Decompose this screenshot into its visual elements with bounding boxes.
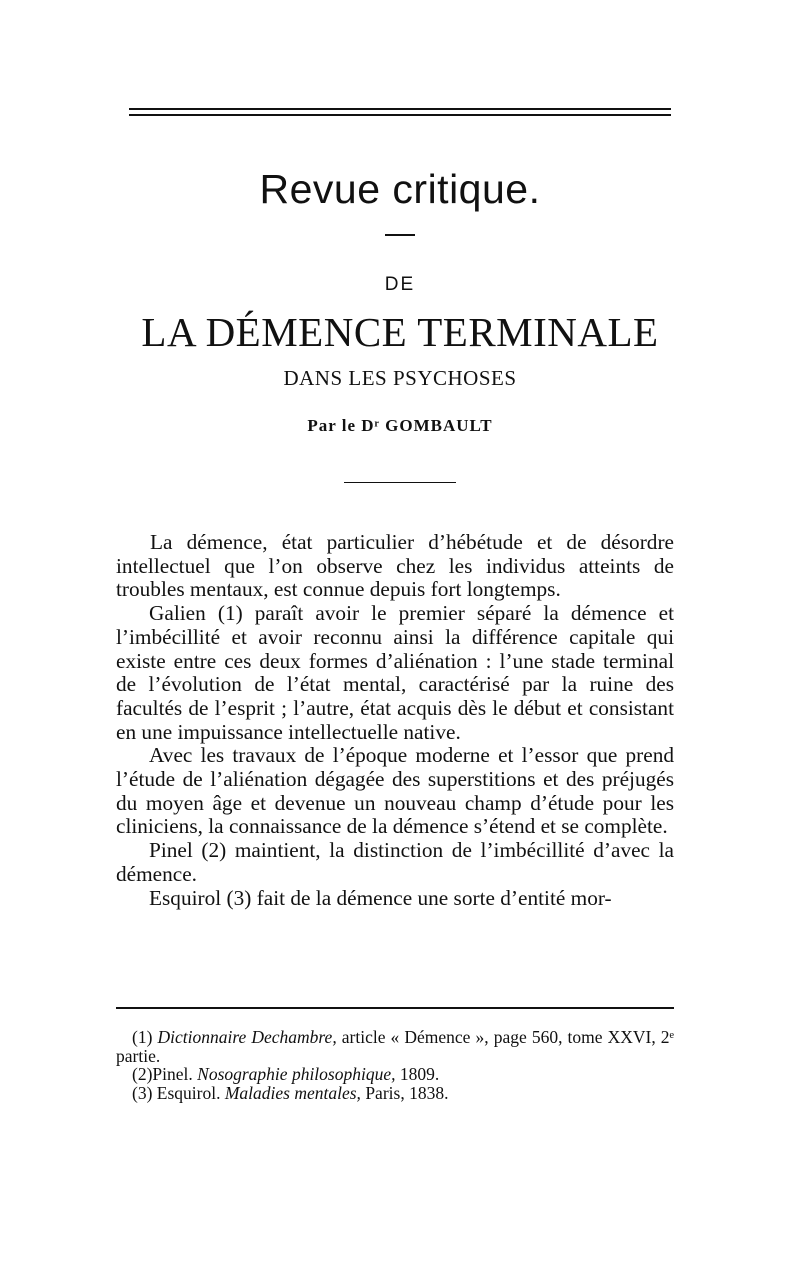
article-body — [116, 531, 674, 910]
paragraph: Esquirol (3) fait de la démence une sorte d’entité mor- — [149, 885, 612, 910]
footnote-rest: 1809. — [395, 1064, 440, 1084]
footnote-work: Maladies mentales, — [224, 1082, 361, 1103]
article-subheading: DANS LES PSYCHOSES — [283, 366, 517, 390]
title-dash — [385, 234, 415, 236]
footnote-rest: article « Démence », page 560, tome XXVI, 2ᵉ partie. — [116, 1027, 674, 1066]
paragraph: Pinel (2) maintient, la distinction de l’imbécillité d’avec la démence. — [116, 838, 674, 886]
footnote-author: Pinel. — [152, 1064, 193, 1084]
article-author: Par le Dʳ GOMBAULT — [307, 416, 493, 435]
footnote-work: Dictionnaire Dechambre, — [157, 1027, 337, 1047]
footnote-rest: Paris, 1838. — [360, 1082, 449, 1103]
paragraph: Galien (1) paraît avoir le premier séparé la démence et l’imbécillité et avoir reconnu ainsi la différence capitale qui existe entre ces deux formes d’aliénation : l’une stade terminal de l’évolution de l’état mental, caractérisé par la ruine des facultés de l’esprit ; l’autre, état acquis dès le début et consistant en une impuissance intellectuelle native. — [116, 601, 674, 744]
paragraph: Avec les travaux de l’époque moderne et l’essor que prend l’étude de l’aliénation dégagée des superstitions et des préjugés du moyen âge et devenue un nouveau champ d’étude pour les cliniciens, la connaissance de la démence s’étend et se complète. — [116, 743, 674, 839]
footnote — [116, 1028, 674, 1065]
footnote-marker: (3) — [132, 1082, 153, 1103]
footnote-marker: (2) — [132, 1064, 153, 1084]
top-rule-upper — [129, 108, 671, 110]
footnote-marker: (1) — [132, 1027, 153, 1047]
article-preposition: DE — [384, 274, 416, 295]
author-separator — [344, 482, 456, 483]
section-title: Revue critique. — [259, 166, 541, 212]
footnote-author: Esquirol. — [156, 1082, 221, 1103]
footnotes — [116, 1028, 674, 1102]
top-rule-lower — [129, 114, 671, 116]
footnote — [116, 1084, 674, 1103]
article-heading: LA DÉMENCE TERMINALE — [141, 309, 659, 355]
paragraph: La démence, état particulier d’hébétude et de désordre intellectuel que l’on observe chez les individus atteints de troubles mentaux, est connue depuis fort longtemps. — [116, 530, 674, 602]
footnote — [116, 1065, 674, 1084]
footnote-rule — [116, 1007, 674, 1009]
footnote-work: Nosographie philosophique, — [197, 1064, 396, 1084]
